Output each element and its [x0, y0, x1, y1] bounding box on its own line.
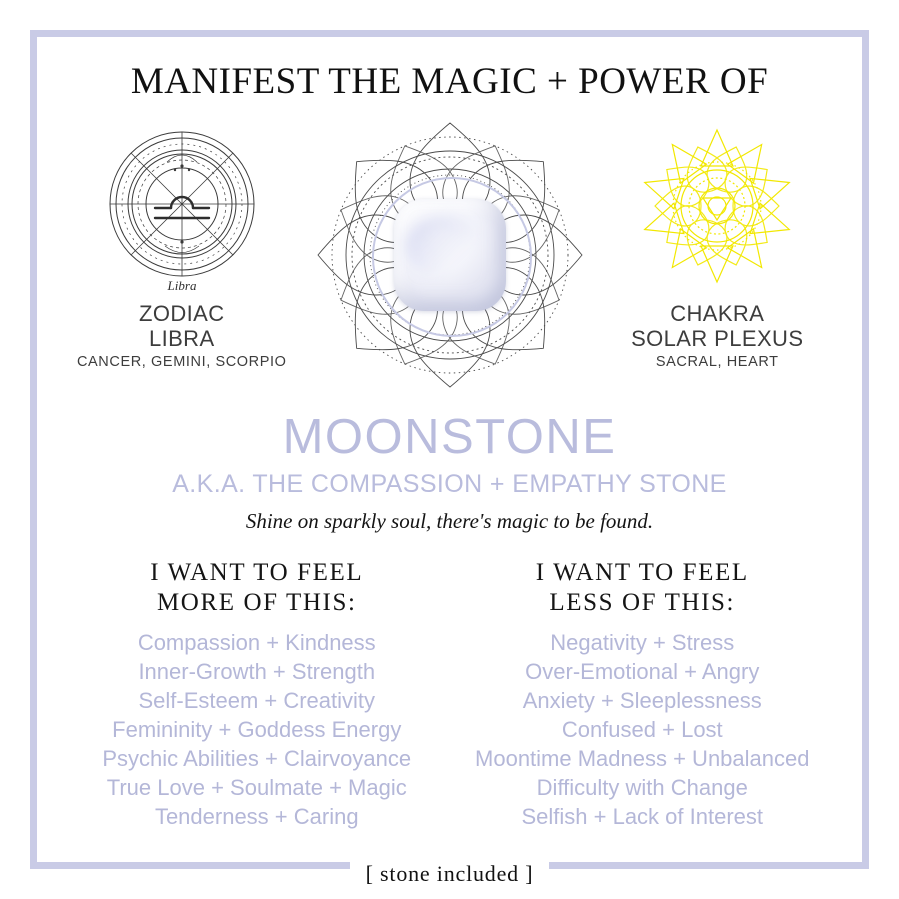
lotus-mandala-icon: [300, 117, 600, 397]
list-item: Negativity + Stress: [550, 630, 735, 655]
card-content: [30, 30, 869, 869]
zodiac-secondary: CANCER, GEMINI, SCORPIO: [76, 354, 287, 371]
chakra-secondary: SACRAL, HEART: [655, 354, 779, 371]
list-item: True Love + Soulmate + Magic: [106, 775, 407, 801]
stone-included-note: [ stone included ]: [350, 861, 550, 887]
list-item: Over-Emotional + Angry: [525, 659, 760, 685]
libra-zodiac-mandala-icon: [64, 117, 300, 302]
intentions-lists: [64, 558, 835, 831]
more-list-heading-line1: I WANT TO FEEL: [150, 559, 364, 586]
chakra-block: [600, 117, 836, 370]
attributes-row: [64, 117, 835, 407]
less-list-heading-line1: I WANT TO FEEL: [535, 559, 749, 586]
list-item: Difficulty with Change: [536, 775, 748, 801]
solar-plexus-chakra-mandala-icon: [600, 117, 836, 302]
chakra-label: CHAKRA: [670, 301, 765, 326]
list-item: Anxiety + Sleeplessness: [522, 688, 762, 714]
more-of-this-column: [64, 558, 450, 831]
list-item: Tenderness + Caring: [154, 804, 359, 830]
list-item: Psychic Abilities + Clairvoyance: [102, 746, 412, 772]
chakra-primary: SOLAR PLEXUS: [631, 325, 804, 351]
page-title: MANIFEST THE MAGIC + POWER OF: [130, 61, 769, 102]
stone-name: MOONSTONE: [282, 410, 617, 464]
list-item: Selfish + Lack of Interest: [521, 804, 764, 830]
stone-aka: A.K.A. THE COMPASSION + EMPATHY STONE: [172, 470, 727, 498]
list-item: Moontime Madness + Unbalanced: [475, 746, 810, 772]
stone-visual-block: [300, 117, 600, 397]
list-item: Confused + Lost: [561, 717, 723, 743]
less-list-heading-line2: LESS OF THIS:: [549, 588, 736, 616]
moonstone-gem-icon: [394, 199, 506, 311]
zodiac-block: [64, 117, 300, 370]
list-item: Self-Esteem + Creativity: [138, 688, 376, 714]
list-item: Compassion + Kindness: [137, 630, 376, 655]
less-of-this-column: [450, 558, 836, 831]
more-list-heading-line2: MORE OF THIS:: [156, 588, 357, 616]
more-list-heading: [64, 558, 450, 617]
zodiac-primary: LIBRA: [148, 325, 215, 351]
list-item: Femininity + Goddess Energy: [112, 717, 402, 743]
footer: [0, 861, 899, 887]
less-list-heading: [450, 558, 836, 617]
less-list-items: [450, 628, 836, 831]
more-list-items: [64, 628, 450, 831]
stone-tagline: Shine on sparkly soul, there's magic to be found.: [245, 509, 654, 533]
list-item: Inner-Growth + Strength: [138, 659, 376, 685]
zodiac-emblem-caption: Libra: [167, 278, 197, 293]
zodiac-label: ZODIAC: [138, 301, 225, 326]
